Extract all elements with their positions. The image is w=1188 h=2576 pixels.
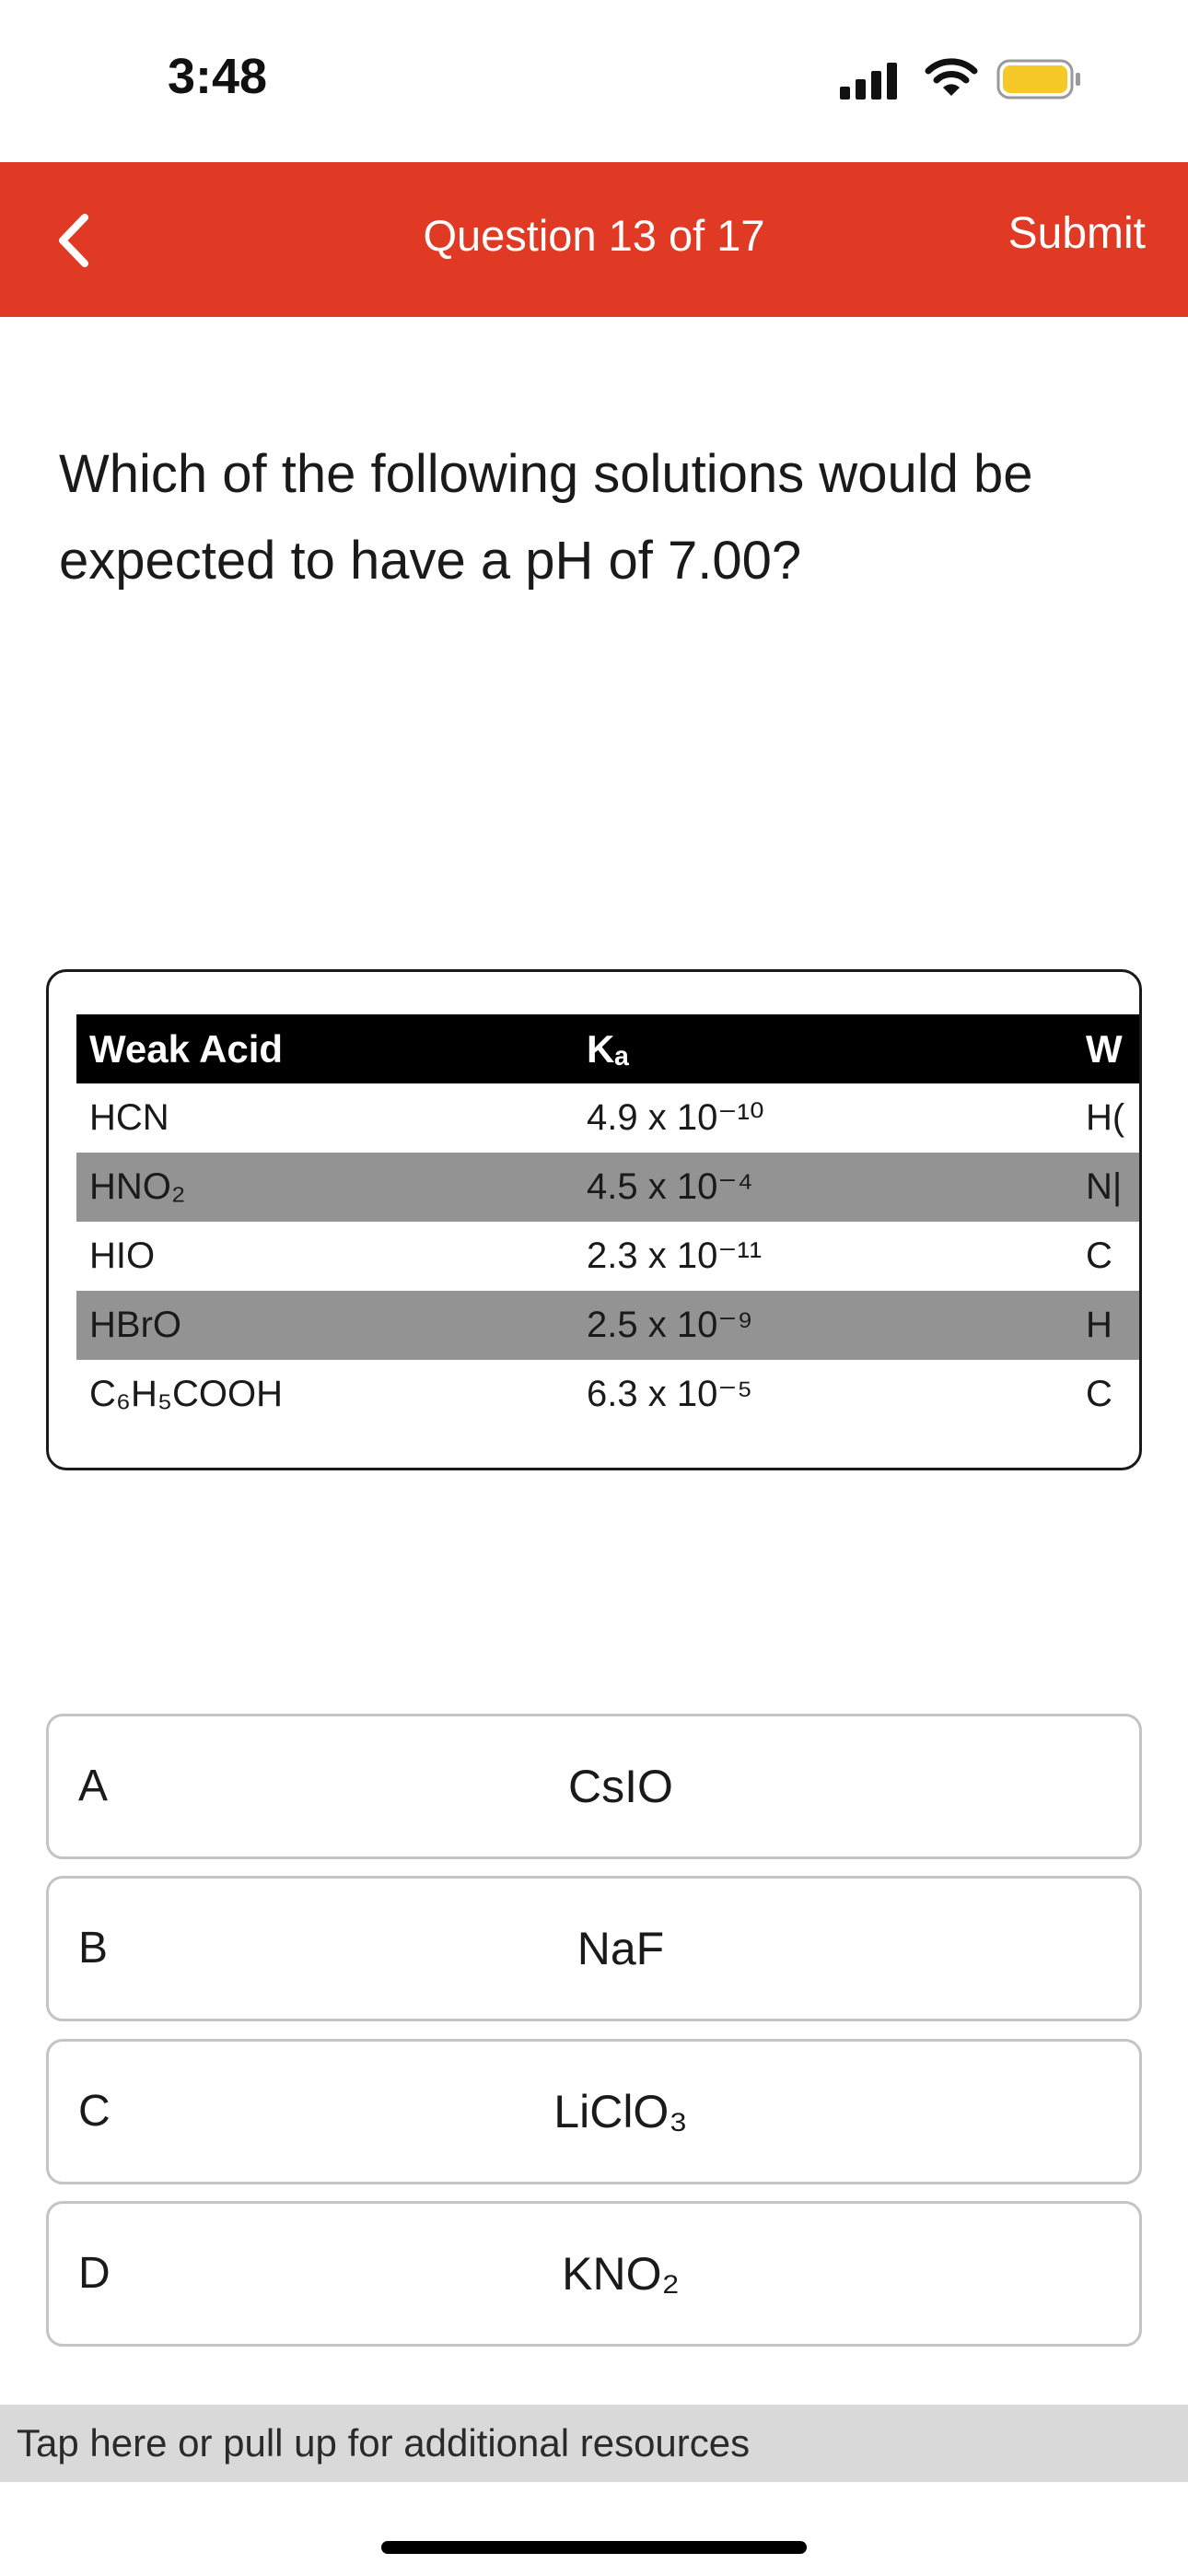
choice-text: KNO₂ [562,2248,680,2300]
resources-text: Tap here or pull up for additional resources [17,2421,751,2465]
ka-cell: 4.9 x 10⁻¹⁰ [587,1097,764,1138]
choice-letter: B [78,1924,109,1973]
back-button[interactable] [37,199,120,282]
acid-cell: HIO [89,1235,156,1276]
choice-a[interactable] [46,1714,1142,1859]
choice-letter: D [78,2249,111,2298]
table-row [76,1291,1142,1360]
signal-icon [840,63,899,100]
acid-cell: HNO₂ [89,1166,186,1207]
status-bar [0,0,1188,162]
choice-text: LiClO₃ [553,2086,688,2137]
header-weak-acid: Weak Acid [89,1027,284,1071]
table-row [76,1153,1142,1222]
question-counter: Question 13 of 17 [423,211,765,260]
question-header [0,162,1188,317]
ka-cell: 2.3 x 10⁻¹¹ [587,1235,763,1276]
third-column-cell: C [1086,1374,1112,1414]
ka-cell: 6.3 x 10⁻⁵ [587,1374,753,1414]
chevron-left-icon [37,199,120,282]
choice-text: CsIO [568,1761,673,1812]
header-third-column: W [1086,1027,1123,1071]
home-indicator[interactable] [381,2541,807,2554]
choice-letter: A [78,1762,109,1810]
table-row [76,1222,1142,1291]
battery-icon [996,59,1083,100]
choice-text: NaF [577,1923,665,1974]
submit-button[interactable]: Submit [1007,209,1146,258]
table-row [76,1083,1142,1153]
acid-cell: C₆H₅COOH [89,1374,284,1414]
third-column-cell: H( [1086,1097,1125,1138]
acid-cell: HBrO [89,1305,181,1345]
choice-d[interactable] [46,2201,1142,2347]
third-column-cell: N| [1086,1166,1123,1207]
ka-table [76,1014,1142,1429]
table-header-row [76,1014,1142,1083]
choice-b[interactable] [46,1876,1142,2021]
header-ka: Kₐ [587,1027,630,1071]
ka-cell: 4.5 x 10⁻⁴ [587,1166,753,1207]
acid-cell: HCN [89,1097,169,1138]
third-column-cell: C [1086,1235,1112,1276]
ka-cell: 2.5 x 10⁻⁹ [587,1305,753,1345]
question-text: Which of the following solutions would be expected to have a pH of 7.00? [59,444,1033,591]
ka-table-card[interactable] [46,969,1142,1470]
table-row [76,1360,1142,1429]
choice-c[interactable] [46,2039,1142,2184]
status-time: 3:48 [168,49,268,104]
additional-resources-bar[interactable] [0,2405,1188,2482]
wifi-icon [925,57,978,98]
choice-letter: C [78,2087,111,2136]
third-column-cell: H [1086,1305,1112,1345]
